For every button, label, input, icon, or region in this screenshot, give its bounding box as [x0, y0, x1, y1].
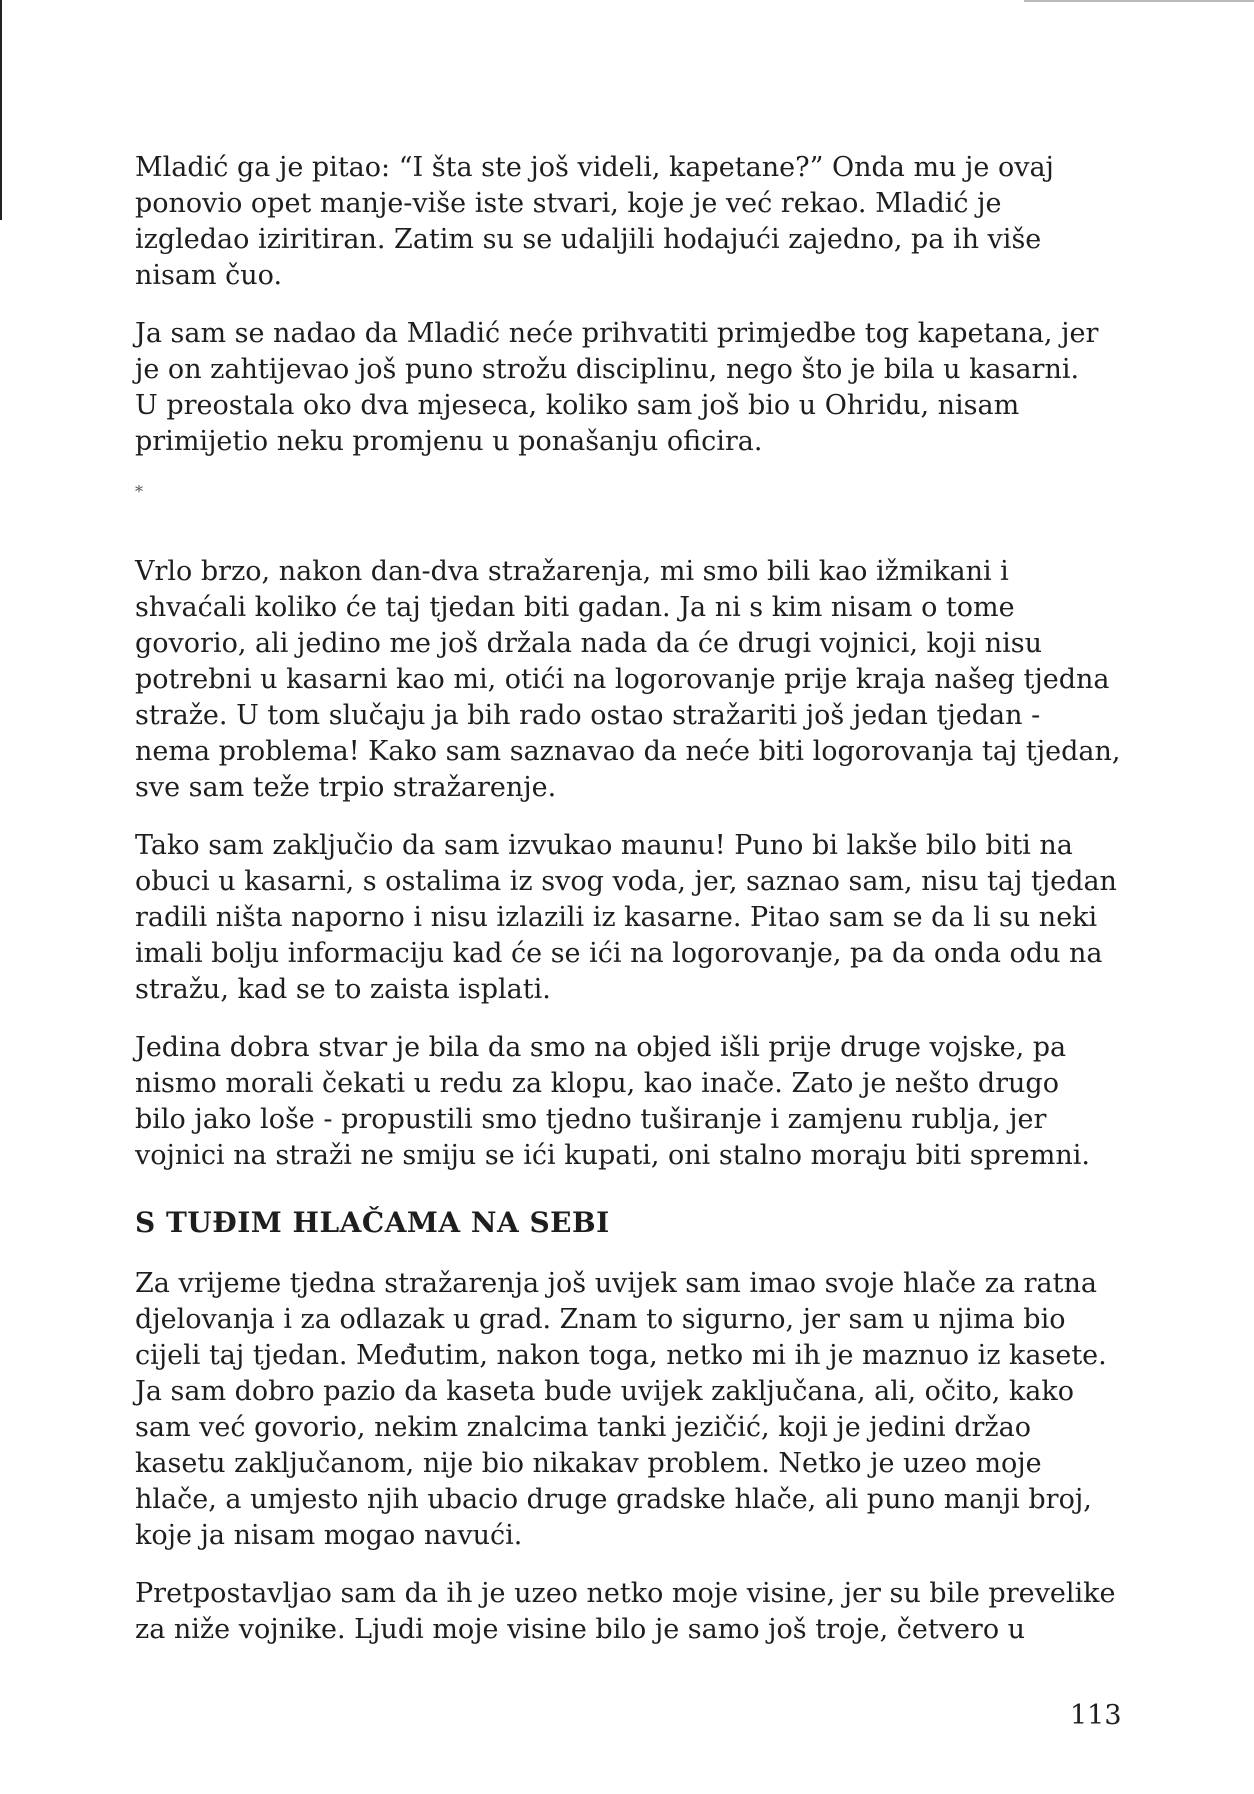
paragraph-5: Jedina dobra stvar je bila da smo na objed išli prije druge vojske, pa nismo morali čekati u redu za klopu, kao inače. Zato je nešto drugo bilo jako loše - propustili smo tjedno tuširanje i zamjenu rublja, jer vojnici na straži ne smiju se ići kupati, oni stalno moraju biti spremni. — [135, 1032, 1090, 1171]
page-number: 113 — [1070, 1700, 1122, 1731]
paragraph-4: Tako sam zaključio da sam izvukao maunu! Puno bi lakše bilo biti na obuci u kasarni, s ostalima iz svog voda, jer, saznao sam, nisu taj tjedan radili ništa naporno i nisu izlazili iz kasarne. Pitao sam se da li su neki imali bolju informaciju kad će se ići na logorovanje, pa da onda odu na stražu, kad se to zaista isplati. — [135, 830, 1117, 1005]
paragraph-6: Za vrijeme tjedna stražarenja još uvijek sam imao svoje hlače za ratna djelovanja i za odlazak u grad. Znam to sigurno, jer sam u njima bio cijeli taj tjedan. Međutim, nakon toga, netko mi ih je maznuo iz kasete. Ja sam dobro pazio da kaseta bude uvijek zaključana, ali, očito, kako sam već govorio, nekim znalcima tanki jezičić, koji je jedini držao kasetu zaključanom, nije bio nikakav problem. Netko je uzeo moje hlače, a umjesto njih ubacio druge gradske hlače, ali puno manji broj, koje ja nisam mogao navući. — [135, 1268, 1107, 1551]
paragraph-7: Pretpostavljao sam da ih je uzeo netko moje visine, jer su bile prevelike za niže vojnike. Ljudi moje visine bilo je samo još troje, četvero u — [135, 1578, 1116, 1645]
section-heading: S TUĐIM HLAČAMA NA SEBI — [135, 1206, 610, 1239]
scan-edge-left — [0, 0, 2, 220]
paragraph-2: Ja sam se nadao da Mladić neće prihvatiti primjedbe tog kapetana, jer je on zahtijevao još puno strožu disciplinu, nego što je bila u kasarni. U preostala oko dva mjeseca, koliko sam još bio u Ohridu, nisam primijetio neku promjenu u ponašanju oficira. — [135, 318, 1099, 457]
paragraph-3: Vrlo brzo, nakon dan-dva stražarenja, mi smo bili kao ižmikani i shvaćali koliko će taj tjedan biti gadan. Ja ni s kim nisam o tome govorio, ali jedino me još držala nada da će drugi vojnici, koji nisu potrebni u kasarni kao mi, otići na logorovanje prije kraja našeg tjedna straže. U tom slučaju ja bih rado ostao stražariti još jedan tjedan - nema problema! Kako sam saznavao da neće biti logorovanja taj tjedan, sve sam teže trpio stražarenje. — [135, 556, 1121, 803]
section-separator: * — [135, 482, 143, 501]
scan-edge-top — [1024, 0, 1254, 2]
paragraph-1: Mladić ga je pitao: “I šta ste još videli, kapetane?” Onda mu je ovaj ponovio opet manje-više iste stvari, koje je već rekao. Mladić je izgledao iziritiran. Zatim su se udaljili hodajući zajedno, pa ih više nisam čuo. — [135, 152, 1054, 291]
body-text — [135, 150, 1125, 1670]
